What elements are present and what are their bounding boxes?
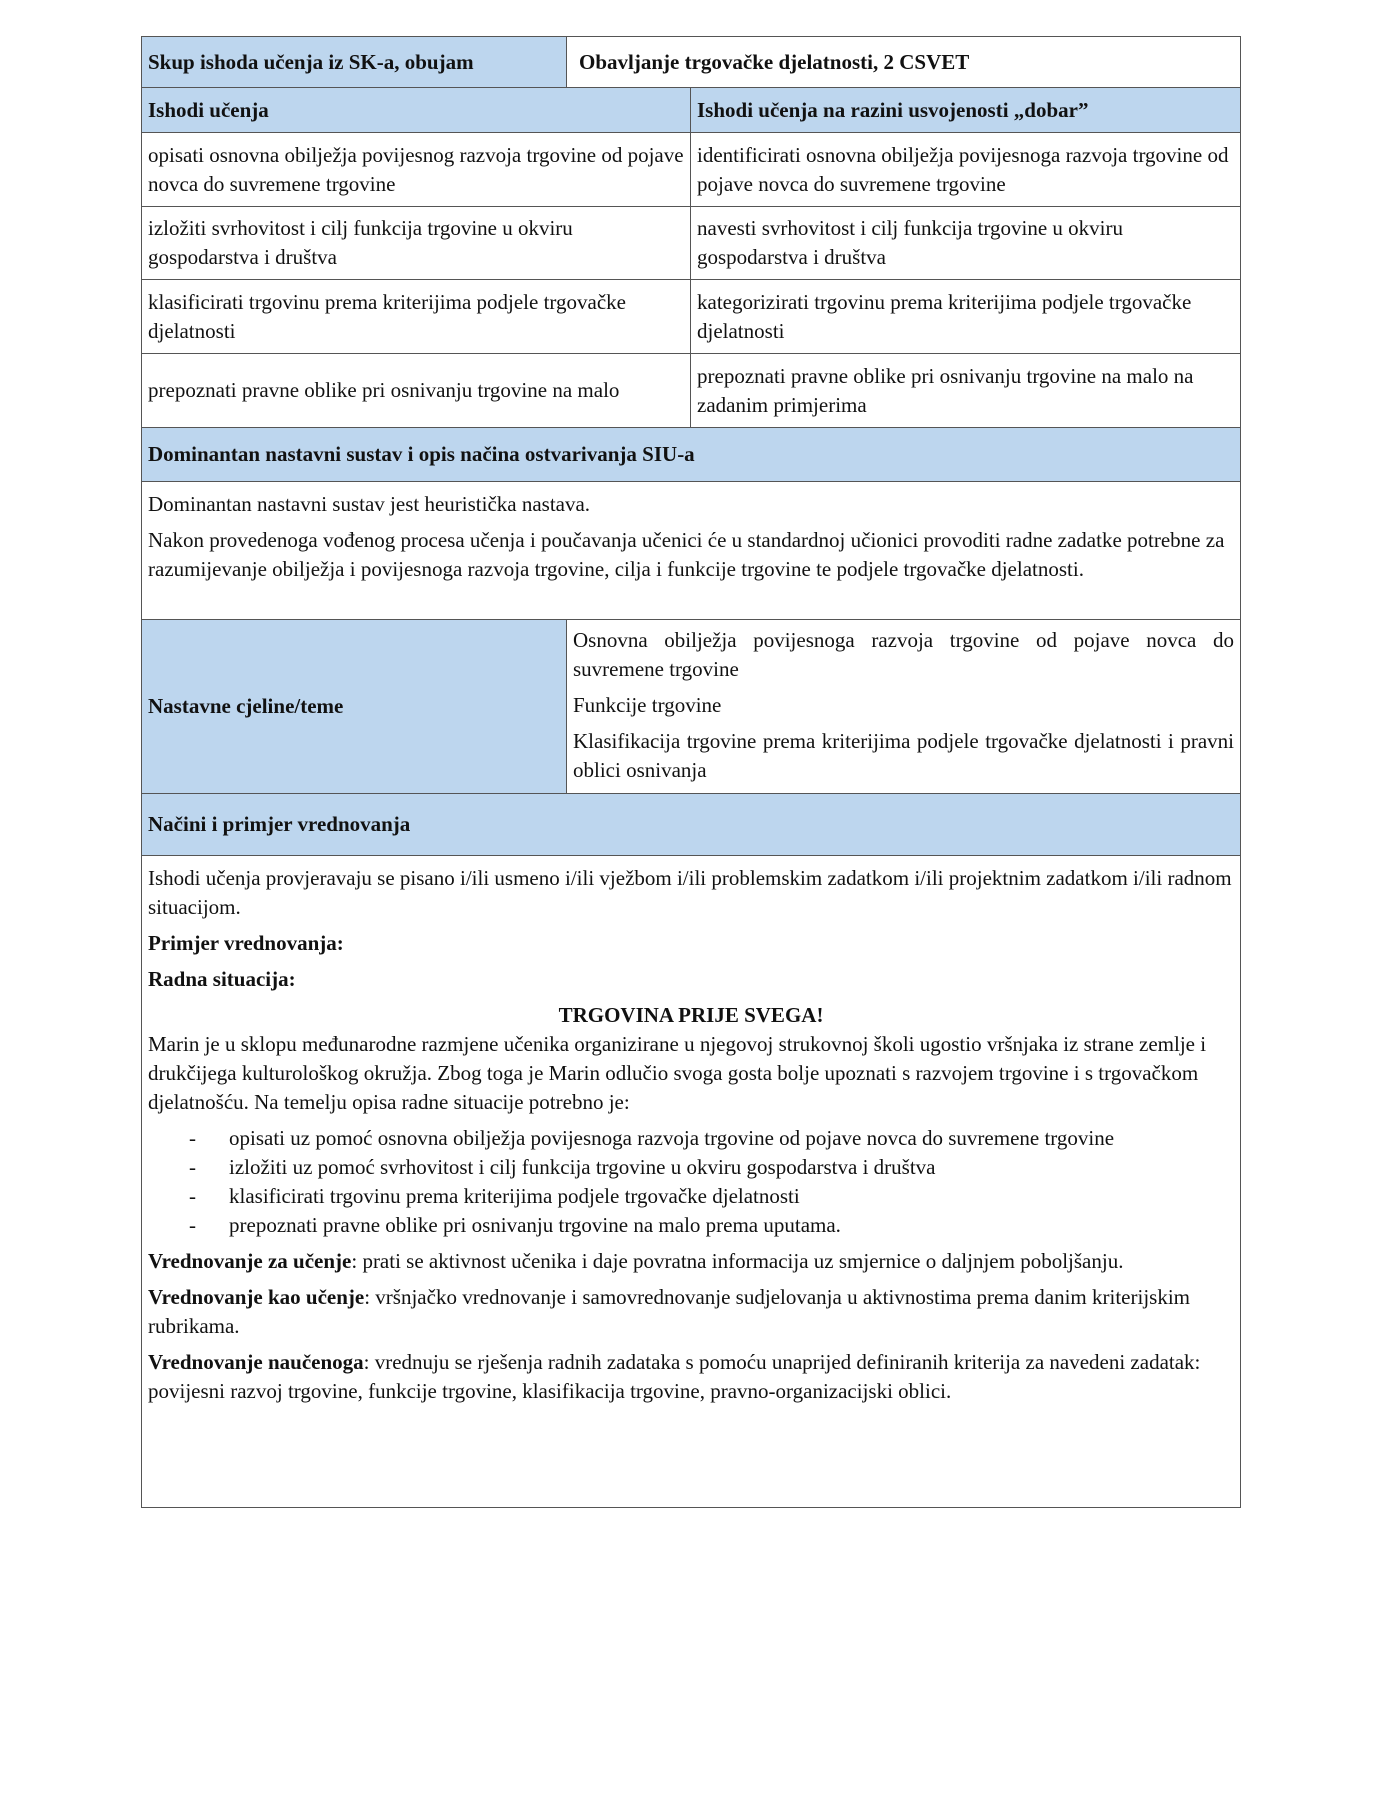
teaching-system-body <box>142 482 1240 619</box>
teaching-system-paragraph: Dominantan nastavni sustav jest heuristička nastava. <box>148 492 591 516</box>
teaching-system-title: Dominantan nastavni sustav i opis načina ostvarivanja SIU-a <box>148 442 695 466</box>
good-level-cell: kategorizirati trgovinu prema kriterijima podjele trgovačke djelatnosti <box>697 289 1192 343</box>
outcome-row <box>142 280 1240 354</box>
task-item: - klasificirati trgovinu prema kriterijima podjele trgovačke djelatnosti <box>148 1182 1234 1211</box>
assessment-of-learning: Vrednovanje naučenoga: vrednuju se rješenja radnih zadataka s pomoću unaprijed definiranih kriterija za navedeni zadatak: povijesni razvoj trgovine, funkcije trgovine, klasifikacija trgovine, pravno-organizacijski oblici. <box>148 1350 1201 1403</box>
outcome-set-label: Skup ishoda učenja iz SK-a, obujam <box>142 37 567 87</box>
unit-item: Osnovna obilježja povijesnoga razvoja trgovine od pojave novca do suvremene trgovine <box>573 628 1234 681</box>
good-level-col-header: Ishodi učenja na razini usvojenosti „dobar” <box>697 97 1089 122</box>
teaching-system-body-row <box>142 482 1240 620</box>
assessment-intro: Ishodi učenja provjeravaju se pisano i/ili usmeno i/ili vježbom i/ili problemskim zadatkom i/ili projektnim zadatkom i/ili radnom situacijom. <box>148 866 1232 919</box>
units-row <box>142 620 1240 794</box>
outcome-cell: prepoznati pravne oblike pri osnivanju trgovine na malo <box>142 354 691 427</box>
assessment-for-learning: Vrednovanje za učenje: prati se aktivnost učenika i daje povratna informacija uz smjernice o daljnjem poboljšanju. <box>148 1249 1124 1273</box>
assessment-body-row <box>142 856 1240 1507</box>
assessment-title: Načini i primjer vrednovanja <box>148 812 411 836</box>
task-list <box>148 1124 1234 1240</box>
good-level-cell: identificirati osnovna obilježja povijesnoga razvoja trgovine od pojave novca do suvremene trgovine <box>697 142 1229 196</box>
dash-bullet: - <box>189 1126 196 1150</box>
situation-text: Marin je u sklopu međunarodne razmjene učenika organizirane u njegovoj strukovnoj školi ugostio vršnjaka iz strane zemlje i drukčijega kulturološkog okružja. Zbog toga je Marin odlučio svoga gosta bolje upoznati s razvojem trgovine i s trgovačkom djelatnošću. Na temelju opisa radne situacije potrebno je: <box>148 1032 1207 1114</box>
dash-bullet: - <box>189 1155 196 1179</box>
situation-title: TRGOVINA PRIJE SVEGA! <box>558 1003 824 1027</box>
units-list <box>567 620 1240 793</box>
outcome-row <box>142 133 1240 207</box>
teaching-system-header-row <box>142 428 1240 482</box>
dash-bullet: - <box>189 1213 196 1237</box>
units-label: Nastavne cjeline/teme <box>142 620 567 793</box>
good-level-cell: prepoznati pravne oblike pri osnivanju trgovine na malo na zadanim primjerima <box>697 363 1194 417</box>
task-item: - izložiti uz pomoć svrhovitost i cilj funkcija trgovine u okviru gospodarstva i društva <box>148 1153 1234 1182</box>
assessment-body <box>142 856 1240 1507</box>
outcome-row <box>142 207 1240 280</box>
unit-item: Klasifikacija trgovine prema kriterijima podjele trgovačke djelatnosti i pravni oblici osnivanja <box>573 729 1234 782</box>
task-item: - opisati uz pomoć osnovna obilježja povijesnoga razvoja trgovine od pojave novca do suvremene trgovine <box>148 1124 1234 1153</box>
assessment-as-learning: Vrednovanje kao učenje: vršnjačko vrednovanje i samovrednovanje sudjelovanja u aktivnostima prema danim kriterijskim rubrikama. <box>148 1285 1191 1338</box>
outcome-set-row <box>142 37 1240 88</box>
dash-bullet: - <box>189 1184 196 1208</box>
teaching-system-paragraph: Nakon provedenoga vođenog procesa učenja i poučavanja učenici će u standardnoj učionici provoditi radne zadatke potrebne za razumijevanje obilježja i povijesnoga razvoja trgovine, cilja i funkcije trgovine te podjele trgovačke djelatnosti. <box>148 528 1225 581</box>
outcomes-header-row <box>142 88 1240 133</box>
assessment-header-row <box>142 794 1240 856</box>
outcome-cell: opisati osnovna obilježja povijesnog razvoja trgovine od pojave novca do suvremene trgovine <box>142 133 691 206</box>
outcomes-col-header: Ishodi učenja <box>142 88 691 132</box>
situation-label: Radna situacija: <box>148 967 296 991</box>
outcome-set-value: Obavljanje trgovačke djelatnosti, 2 CSVET <box>579 49 970 74</box>
example-label: Primjer vrednovanja: <box>148 931 344 955</box>
outcome-cell: izložiti svrhovitost i cilj funkcija trgovine u okviru gospodarstva i društva <box>142 207 691 279</box>
curriculum-table <box>141 36 1241 1508</box>
outcome-row <box>142 354 1240 428</box>
task-item: - prepoznati pravne oblike pri osnivanju trgovine na malo prema uputama. <box>148 1211 1234 1240</box>
unit-item: Funkcije trgovine <box>573 693 722 717</box>
good-level-cell: navesti svrhovitost i cilj funkcija trgovine u okviru gospodarstva i društva <box>697 216 1123 269</box>
outcome-cell: klasificirati trgovinu prema kriterijima podjele trgovačke djelatnosti <box>142 280 691 353</box>
